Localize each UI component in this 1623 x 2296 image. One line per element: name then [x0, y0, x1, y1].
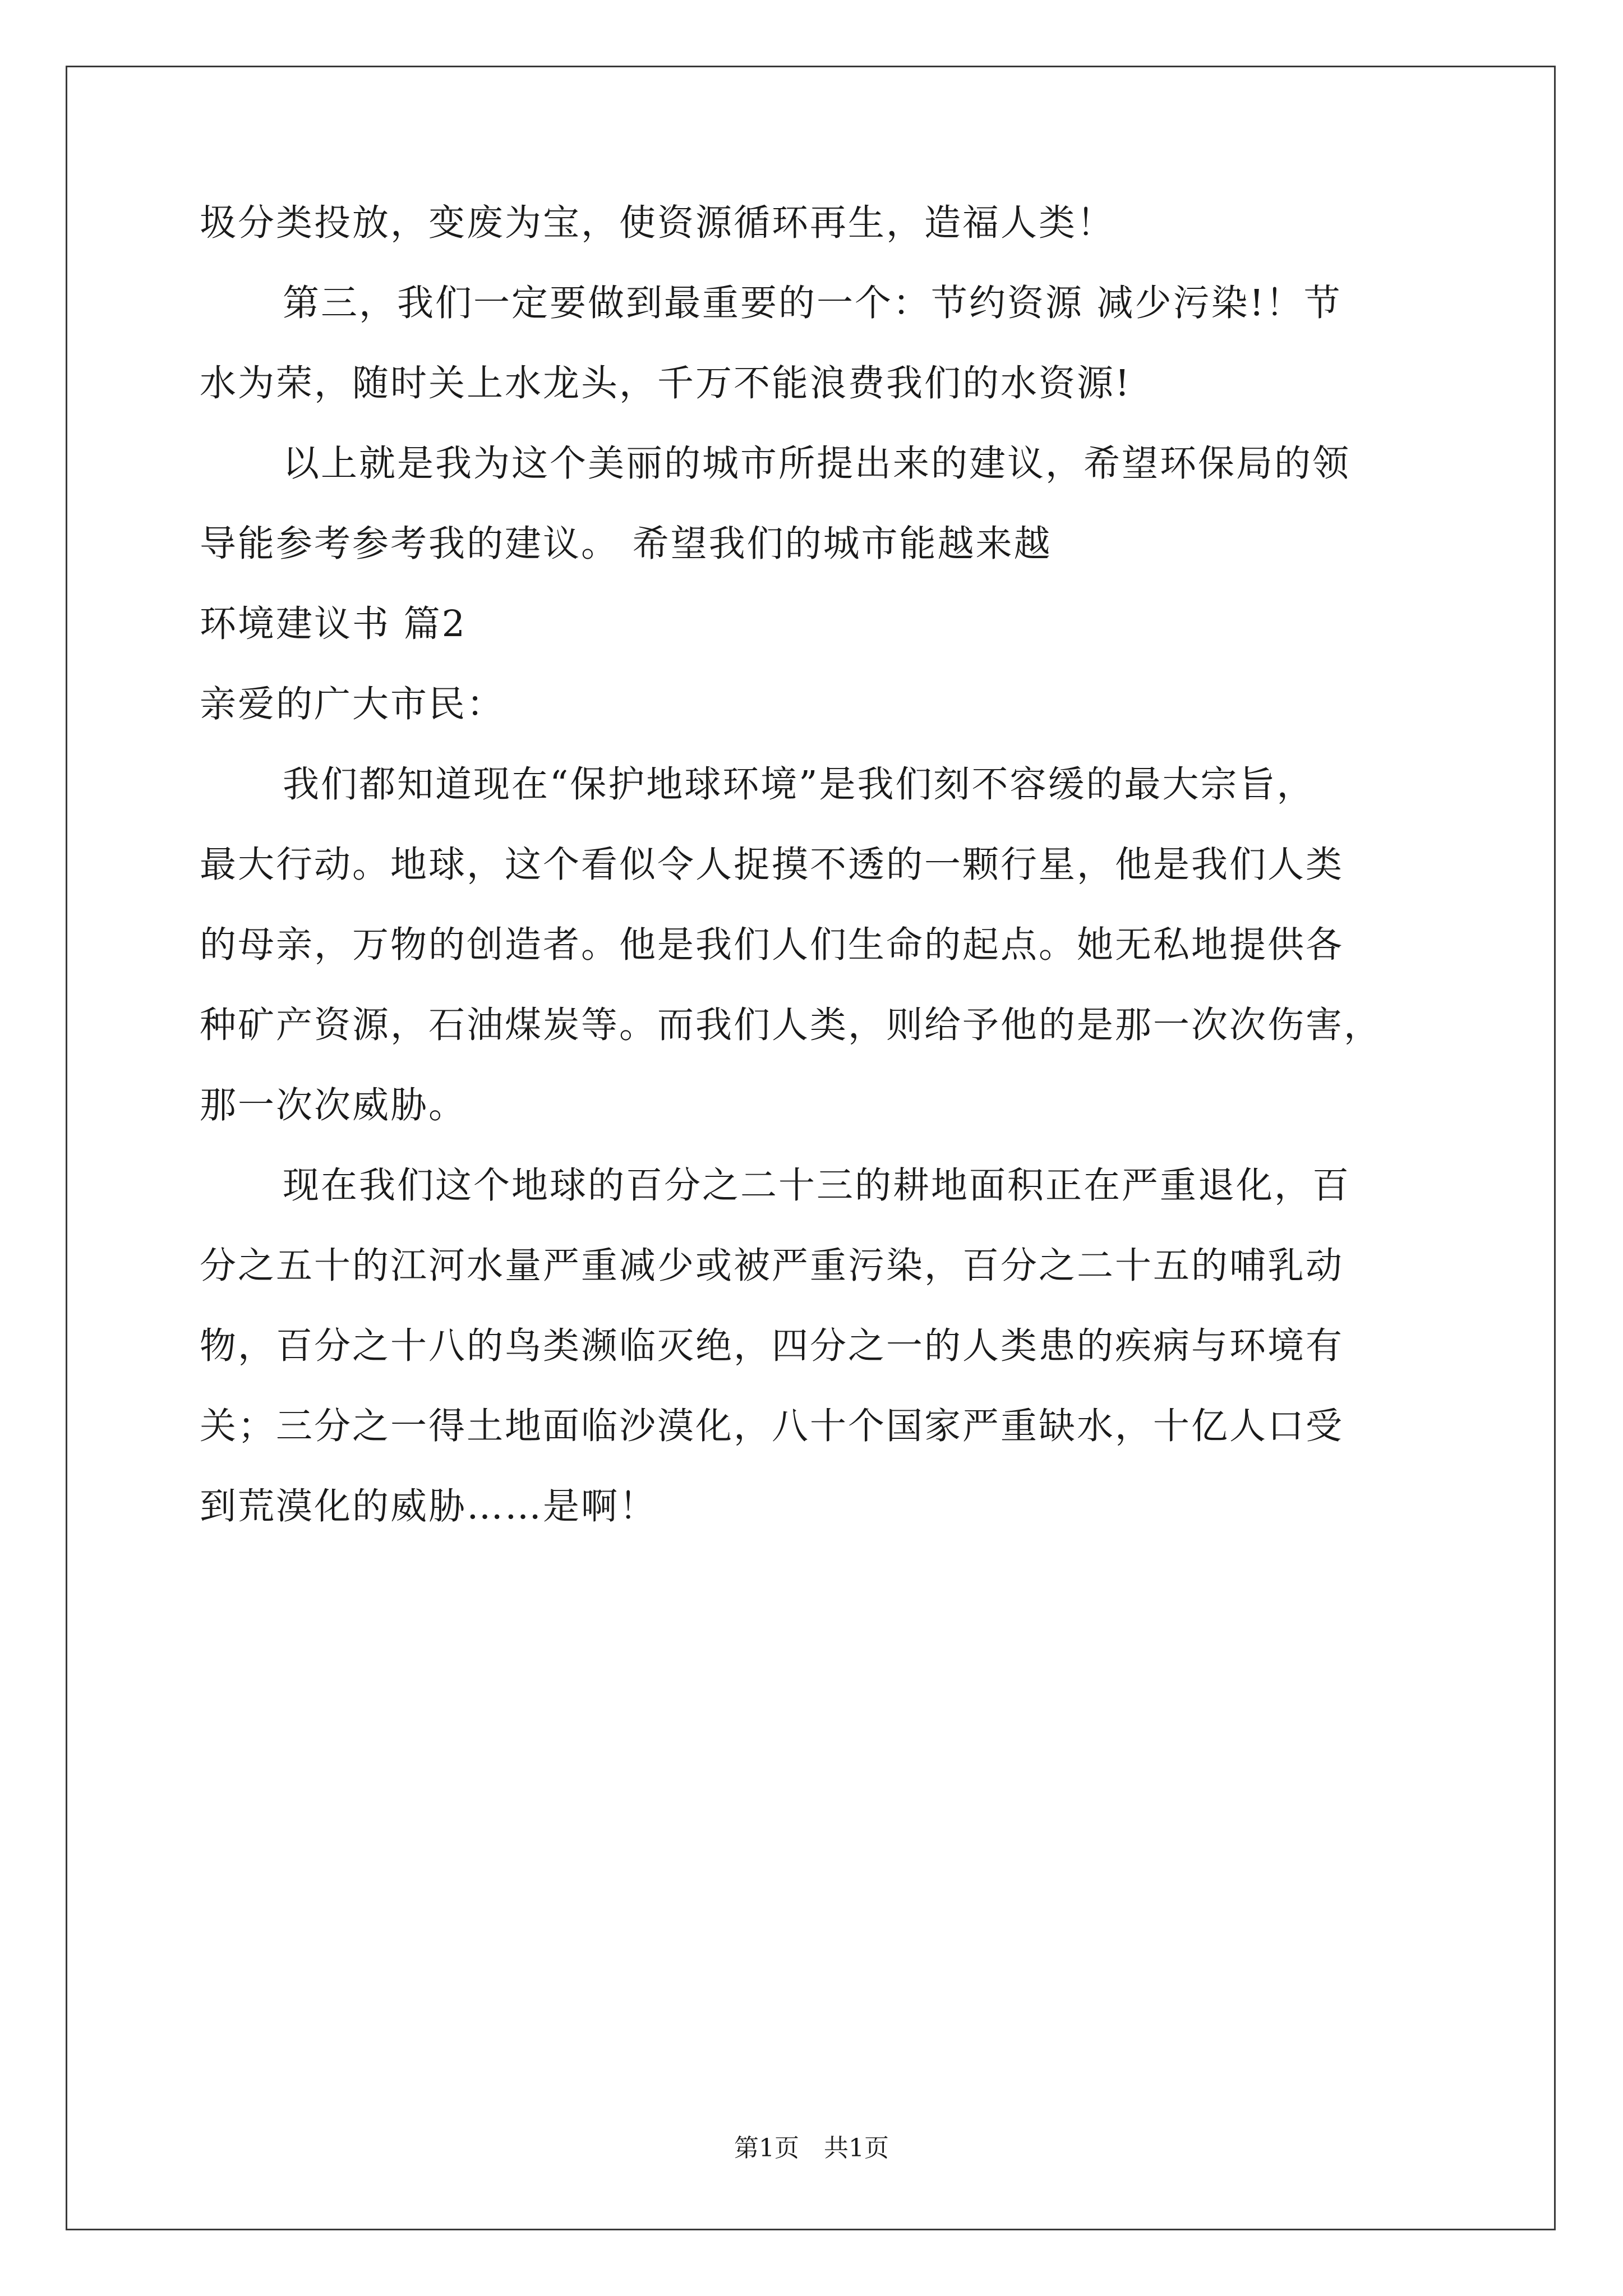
section-heading: 环境建议书 篇2 — [200, 603, 467, 645]
text-line: 关；三分之一得土地面临沙漠化，八十个国家严重缺水，十亿人口受 — [200, 1405, 1344, 1447]
text-line: 物，百分之十八的鸟类濒临灭绝，四分之一的人类患的疾病与环境有 — [200, 1325, 1344, 1367]
text-line: 分之五十的江河水量严重减少或被严重污染，百分之二十五的哺乳动 — [200, 1245, 1344, 1287]
text-line: 以上就是我为这个美丽的城市所提出来的建议，希望环保局的领 — [283, 443, 1351, 485]
text-line: 我们都知道现在“保护地球环境”是我们刻不容缓的最大宗旨， — [283, 763, 1315, 806]
text-line: 最大行动。地球，这个看似令人捉摸不透的一颗行星，他是我们人类 — [200, 844, 1344, 886]
text-line: 那一次次威胁。 — [200, 1084, 467, 1126]
text-line: 水为荣，随时关上水龙头，千万不能浪费我们的水资源! — [200, 362, 1132, 404]
text-line: 的母亲，万物的创造者。他是我们人们生命的起点。她无私地提供各 — [200, 924, 1344, 966]
document-body — [200, 195, 1433, 1559]
page-number-footer: 第1页 共1页 — [734, 2134, 889, 2162]
text-line: 导能参考参考我的建议。 希望我们的城市能越来越 — [200, 523, 1052, 565]
text-line: 第三，我们一定要做到最重要的一个：节约资源 减少污染!！节 — [283, 282, 1342, 324]
text-line: 圾分类投放，变废为宝，使资源循环再生，造福人类！ — [200, 202, 1115, 244]
text-line: 到荒漠化的威胁……是啊！ — [200, 1485, 658, 1527]
text-line: 现在我们这个地球的百分之二十三的耕地面积正在严重退化，百 — [283, 1165, 1351, 1207]
salutation: 亲爱的广大市民： — [200, 683, 505, 725]
text-line: 种矿产资源，石油煤炭等。而我们人类，则给予他的是那一次次伤害， — [200, 1004, 1382, 1046]
